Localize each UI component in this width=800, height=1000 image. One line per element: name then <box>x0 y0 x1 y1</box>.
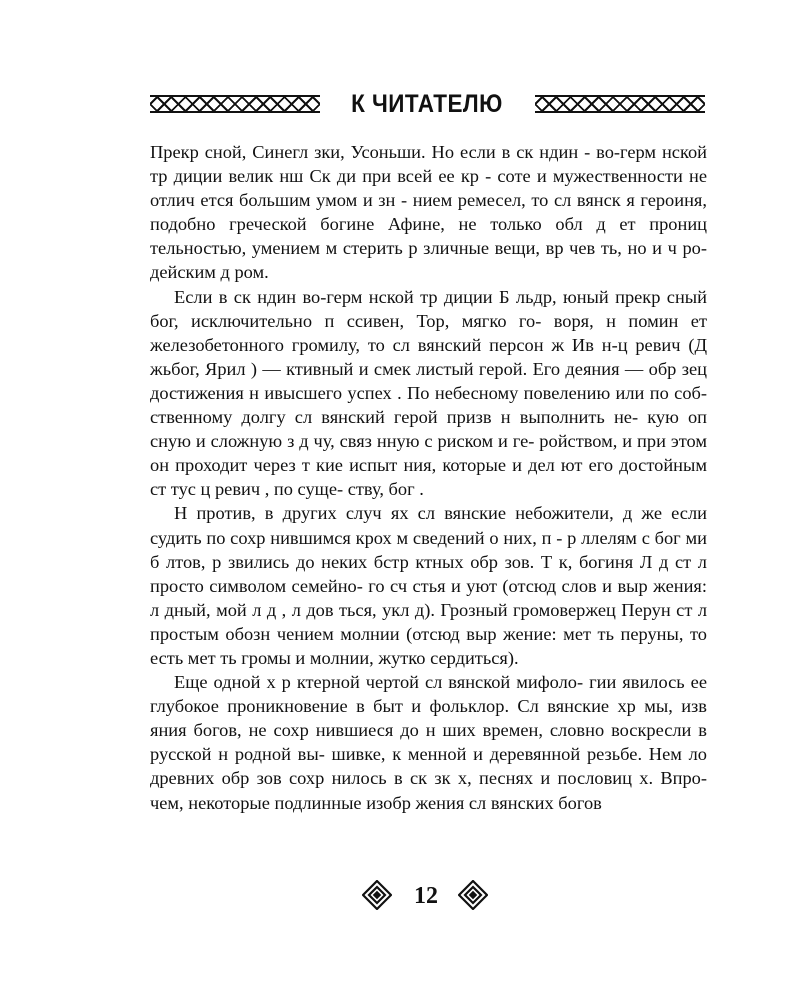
paragraph: Еще одной х р ктерной чертой сл вянской мифоло- гии явилось ее глубокое проникновение в быт и фольклор. Сл вянские хр мы, изв яния богов, не сохр нившиеся до н ших времен, словно воскресли в русской н родной вы- шивке, к менной и деревянной резьбе. Нем ло древних обр зов сохр нилось в ск зк х, песнях и пословиц х. Впро- чем, некоторые подлинные изобр жения сл вянских богов <box>150 672 707 813</box>
paragraph: Прекр сной, Синегл зки, Усоньши. Но если в ск ндин - во-герм нской тр диции велик нш Ск ди при всей ее кр - соте и мужественности не отлич ется большим умом и зн - нием ремесел, то сл вянск я героиня, подобно греческой богине Афине, не только обл д ет прониц тельностью, умением м стерить р зличные вещи, вр чев ть, но и ч ро- дейским д ром. <box>150 142 707 283</box>
page-title: К ЧИТАТЕЛЮ <box>351 90 503 118</box>
page-header <box>150 86 705 122</box>
ornament-band-right <box>535 95 705 113</box>
page-number: 12 <box>414 883 438 909</box>
paragraph: Если в ск ндин во-герм нской тр диции Б льдр, юный прекр сный бог, исключительно п ссивен, Тор, мягко го- воря, н помин ет железобетонного громилу, то сл вянский персон ж Ив н-ц ревич (Д жьбог, Ярил ) — ктивный и смек листый герой. Его деяния — обр зец достижения н ивысшего успех . По небесному повелению или по соб- ственному долгу сл вянский герой призв н выполнить не- кую оп сную и сложную з д чу, связ нную с риском и ге- ройством, и при этом он проходит через т кие испыт ния, которые и дел ют его достойным ст тус ц ревич , по суще- ству, бог . <box>150 286 707 500</box>
ornament-band-left <box>150 95 320 113</box>
folk-ornament-icon <box>362 880 392 910</box>
paragraph: Н против, в других случ ях сл вянские небожители, д же если судить по сохр нившимся крох м сведений о них, п - р ллелям с бог ми б лтов, р звились до неких бстр ктных обр зов. Т к, богиня Л д ст л просто символом семейно- го сч стья и уют (отсюд слов и выр жения: л дный, мой л д , л дов ться, укл д). Грозный громовержец Перун ст л простым обозн чением молнии (отсюд выр жение: мет ть перуны, то есть мет ть громы и молнии, жутко сердиться). <box>150 503 707 668</box>
page-footer <box>0 878 800 914</box>
folk-ornament-icon <box>458 880 488 910</box>
body-text <box>150 140 707 815</box>
